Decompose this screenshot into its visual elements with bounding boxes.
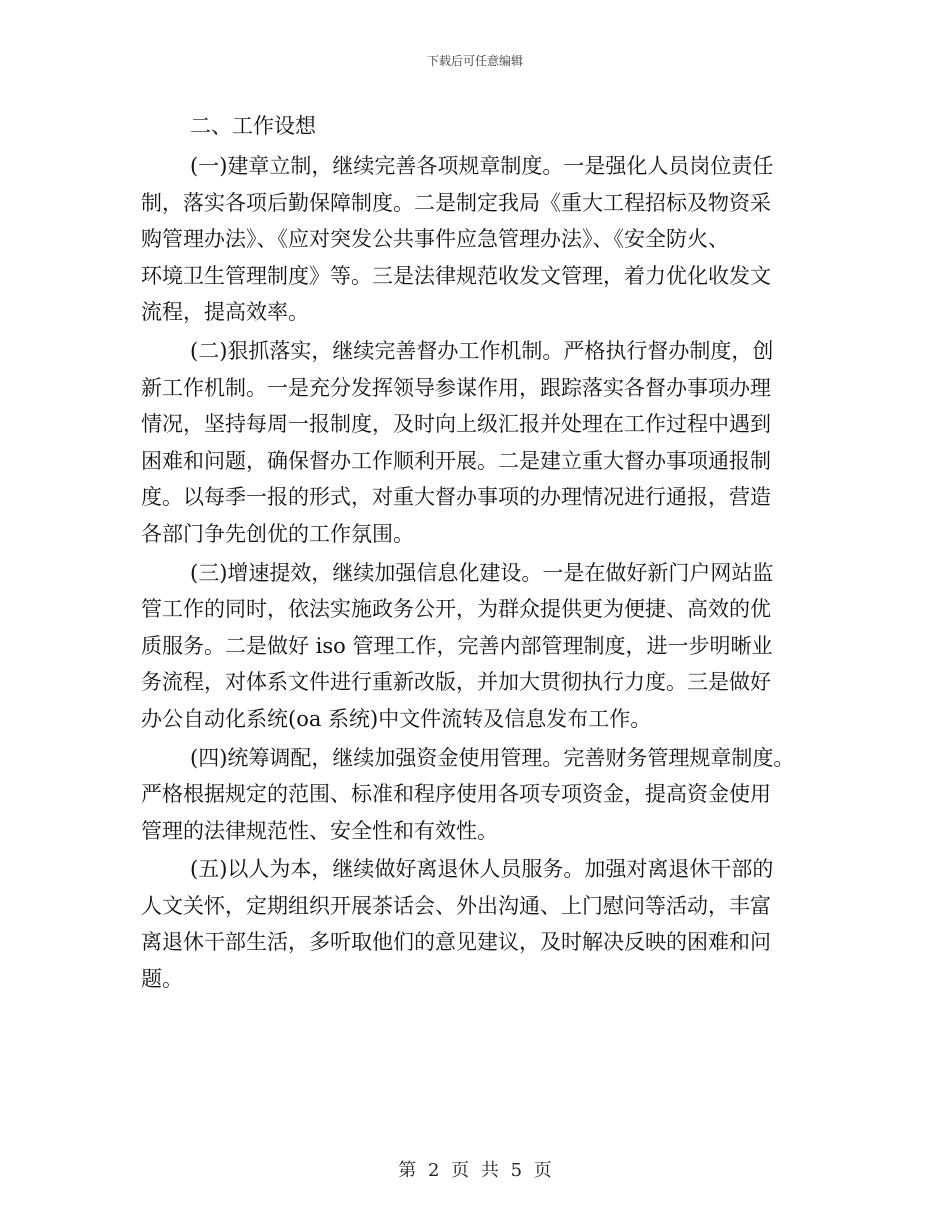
paragraph-line: 流程，提高效率。 (141, 300, 309, 325)
paragraph-2 (141, 333, 809, 553)
paragraph-line: 题。 (141, 967, 183, 992)
paragraph-line: (五)以人为本，继续做好离退休人员服务。加强对离退休干部的 (190, 857, 774, 882)
paragraph-line: 务流程，对体系文件进行重新改版，并加大贯彻执行力度。三是做好 (141, 670, 771, 695)
paragraph-line: 管理的法律规范性、安全性和有效性。 (141, 818, 498, 843)
page-header-note: 下载后可任意编辑 (426, 54, 523, 68)
paragraph-line: 情况，坚持每周一报制度，及时向上级汇报并处理在工作过程中遇到 (141, 412, 771, 437)
paragraph-3 (141, 555, 809, 738)
page-number: 第 2 页 共 5 页 (398, 1160, 552, 1181)
section-heading: 二、工作设想 (190, 114, 316, 138)
paragraph-4 (141, 740, 809, 850)
paragraph-line: (三)增速提效，继续加强信息化建设。一是在做好新门户网站监 (190, 560, 774, 585)
paragraph-line: (一)建章立制，继续完善各项规章制度。一是强化人员岗位责任 (190, 154, 774, 178)
document-body (141, 108, 809, 1000)
paragraph-line: 办公自动化系统(oa 系统)中文件流转及信息发布工作。 (141, 706, 652, 731)
paragraph-line: 质服务。二是做好 iso 管理工作，完善内部管理制度，进一步明晰业 (141, 633, 773, 658)
paragraph-line: 新工作机制。一是充分发挥领导参谋作用，跟踪落实各督办事项办理 (141, 375, 771, 400)
paragraph-line: 制，落实各项后勤保障制度。二是制定我局《重大工程招标及物资采 (141, 190, 771, 215)
paragraph-line: 购管理办法》、《应对突发公共事件应急管理办法》、《安全防火、 (141, 227, 729, 252)
paragraph-line: 困难和问题，确保督办工作顺利开展。二是建立重大督办事项通报制 (141, 448, 771, 473)
paragraph-5 (141, 851, 809, 997)
paragraph-line: 严格根据规定的范围、标准和程序使用各项专项资金，提高资金使用 (141, 782, 771, 807)
paragraph-line: 人文关怀，定期组织开展茶话会、外出沟通、上门慰问等活动，丰富 (141, 893, 771, 918)
paragraph-line: (四)统筹调配，继续加强资金使用管理。完善财务管理规章制度。 (190, 745, 795, 770)
paragraph-line: 离退休干部生活，多听取他们的意见建议，及时解决反映的困难和问 (141, 930, 771, 955)
paragraph-1 (141, 148, 809, 331)
paragraph-line: 度。以每季一报的形式，对重大督办事项的办理情况进行通报，营造 (141, 485, 771, 510)
paragraph-line: 各部门争先创优的工作氛围。 (141, 521, 414, 546)
paragraph-line: 管工作的同时，依法实施政务公开，为群众提供更为便捷、高效的优 (141, 597, 771, 622)
paragraph-line: 环境卫生管理制度》等。三是法律规范收发文管理，着力优化收发文 (141, 263, 771, 288)
paragraph-line: (二)狠抓落实，继续完善督办工作机制。严格执行督办制度，创 (190, 338, 774, 363)
